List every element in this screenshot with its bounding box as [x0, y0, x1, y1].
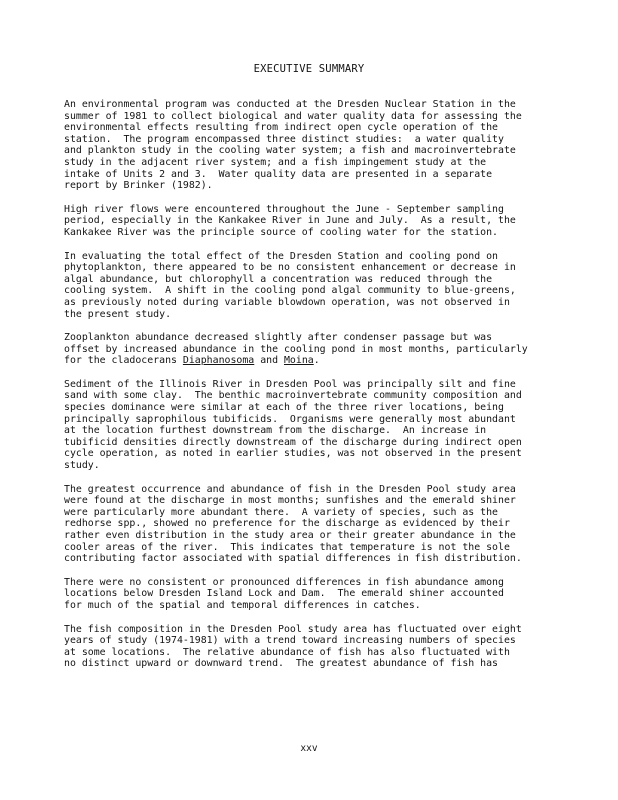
- text-line: species dominance were similar at each of the three river locations, being: [64, 402, 504, 414]
- text-line: and plankton study in the cooling water system; a fish and macroinvertebrate: [64, 145, 516, 157]
- text-line: [64, 355, 554, 367]
- text-line: summer of 1981 to collect biological and water quality data for assessing the: [64, 110, 522, 122]
- text-line: the present study.: [64, 308, 172, 320]
- text-line: were particularly more abundant there. A variety of species, such as the: [64, 506, 499, 518]
- paragraph-river-flows: [64, 204, 554, 239]
- text-line: redhorse spp., showed no preference for the discharge as evidenced by their: [64, 518, 510, 530]
- genus-moina: Moina: [283, 355, 314, 367]
- text-line: offset by increased abundance in the cooling pond in most months, particularly: [64, 343, 528, 355]
- text-line: There were no consistent or pronounced differences in fish abundance among: [64, 576, 504, 588]
- text-line: report by Brinker (1982).: [64, 180, 213, 192]
- text-line: In evaluating the total effect of the Dresden Station and cooling pond on: [64, 250, 499, 262]
- text-line: no distinct upward or downward trend. The greatest abundance of fish has: [64, 658, 499, 670]
- paragraph-phytoplankton: [64, 251, 554, 321]
- text-line: Kankakee River was the principle source of cooling water for the station.: [64, 226, 499, 238]
- text-line: environmental effects resulting from indirect open cycle operation of the: [64, 122, 499, 134]
- text-line: study in the adjacent river system; and a fish impingement study at the: [64, 156, 487, 168]
- paragraph-sediment-benthos: [64, 379, 554, 472]
- text-line: The greatest occurrence and abundance of fish in the Dresden Pool study area: [64, 483, 516, 495]
- text-line: station. The program encompassed three distinct studies: a water quality: [64, 133, 504, 145]
- text-line: High river flows were encountered throughout the June - September sampling: [64, 203, 504, 215]
- document-body: [64, 99, 554, 682]
- text-fragment: .: [313, 355, 320, 367]
- text-line: cooling system. A shift in the cooling pond algal community to blue-greens,: [64, 285, 516, 297]
- text-line: cycle operation, as noted in earlier studies, was not observed in the present: [64, 448, 522, 460]
- text-fragment: and: [254, 355, 284, 367]
- page-title: EXECUTIVE SUMMARY: [253, 63, 365, 75]
- text-line: cooler areas of the river. This indicates that temperature is not the sole: [64, 541, 510, 553]
- text-fragment: for the cladocerans: [64, 355, 183, 367]
- text-line: for much of the spatial and temporal differences in catches.: [64, 599, 421, 611]
- paragraph-zooplankton: [64, 332, 554, 367]
- text-line: rather even distribution in the study area or their greater abundance in the: [64, 530, 516, 541]
- text-line: were found at the discharge in most months; sunfishes and the emerald shiner: [64, 495, 516, 507]
- paragraph-fish-abundance: [64, 577, 554, 612]
- text-line: algal abundance, but chlorophyll a concentration was reduced through the: [64, 273, 493, 285]
- text-line: at some locations. The relative abundance of fish has also fluctuated with: [64, 646, 510, 658]
- text-line: An environmental program was conducted at the Dresden Nuclear Station in the: [64, 99, 516, 110]
- text-line: phytoplankton, there appeared to be no consistent enhancement or decrease in: [64, 262, 516, 274]
- text-line: period, especially in the Kankakee River in June and July. As a result, the: [64, 215, 516, 227]
- text-line: study.: [64, 460, 100, 472]
- text-line: tubificid densities directly downstream of the discharge during indirect open: [64, 436, 522, 448]
- paragraph-program-overview: [64, 99, 554, 192]
- paragraph-fish-occurrence: [64, 484, 554, 565]
- text-line: sand with some clay. The benthic macroinvertebrate community composition and: [64, 390, 522, 402]
- text-line: at the location furthest downstream from the discharge. An increase in: [64, 425, 487, 437]
- text-line: locations below Dresden Island Lock and Dam. The emerald shiner accounted: [64, 588, 504, 600]
- text-line: years of study (1974-1981) with a trend toward increasing numbers of species: [64, 635, 516, 647]
- text-line: The fish composition in the Dresden Pool study area has fluctuated over eight: [64, 623, 522, 635]
- page-number: xxv: [300, 743, 318, 754]
- text-line: intake of Units 2 and 3. Water quality data are presented in a separate: [64, 168, 493, 180]
- text-line: principally saprophilous tubificids. Organisms were generally most abundant: [64, 413, 516, 425]
- paragraph-fish-composition: [64, 624, 554, 670]
- text-line: contributing factor associated with spatial differences in fish distribution.: [64, 553, 522, 565]
- text-line: Sediment of the Illinois River in Dresden Pool was principally silt and fine: [64, 378, 516, 390]
- text-line: as previously noted during variable blowdown operation, was not observed in: [64, 296, 510, 308]
- genus-diaphanosoma: Diaphanosoma: [182, 355, 255, 367]
- text-line: Zooplankton abundance decreased slightly after condenser passage but was: [64, 332, 493, 344]
